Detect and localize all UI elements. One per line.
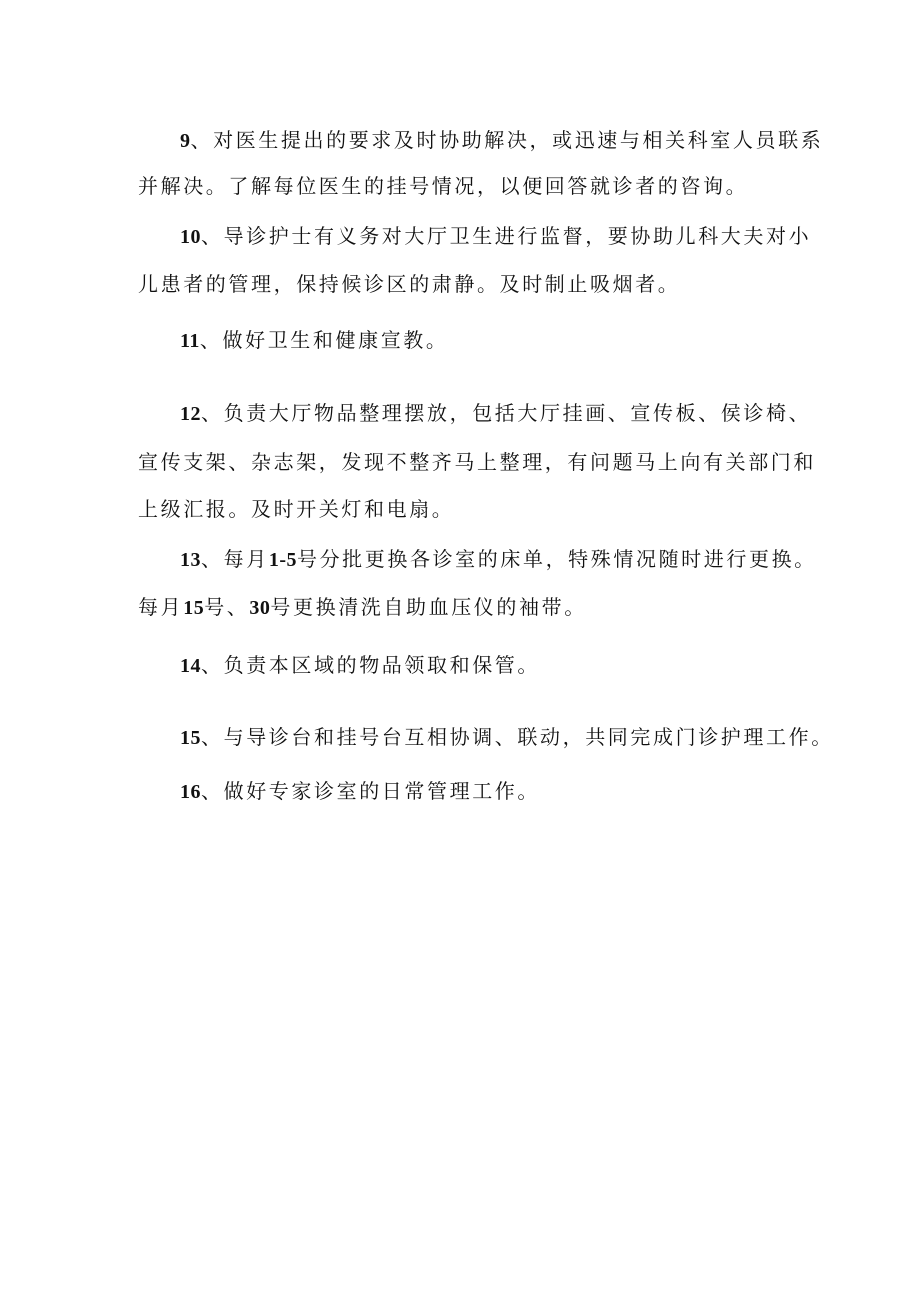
- item-text: 号、: [204, 595, 250, 619]
- item-12-line-1: [180, 399, 811, 428]
- item-text: 每月: [138, 595, 184, 619]
- item-text: 并解决。了解每位医生的挂号情况，以便回答就诊者的咨询。: [138, 174, 749, 198]
- item-text: 上级汇报。及时开关灯和电扇。: [138, 497, 455, 521]
- item-number: 9: [180, 130, 191, 152]
- item-15-line-1: [180, 723, 834, 752]
- day-number: 30: [249, 597, 271, 619]
- item-9-line-1: [180, 126, 823, 155]
- item-16-line-1: [180, 777, 540, 806]
- item-10-line-2: [138, 270, 680, 298]
- item-number: 11: [180, 330, 200, 352]
- item-number: 16: [180, 781, 201, 803]
- item-number: 15: [180, 727, 201, 749]
- item-number: 12: [180, 403, 201, 425]
- item-text: 、负责大厅物品整理摆放，包括大厅挂画、宣传板、侯诊椅、: [201, 401, 812, 425]
- item-number: 10: [180, 226, 201, 248]
- item-number: 13: [180, 549, 201, 571]
- item-text: 、负责本区域的物品领取和保管。: [201, 653, 540, 677]
- item-12-line-2: [138, 448, 816, 476]
- item-text: 、导诊护士有义务对大厅卫生进行监督，要协助儿科大夫对小: [201, 224, 812, 248]
- item-13-line-2: [138, 593, 587, 622]
- item-text: 号分批更换各诊室的床单，特殊情况随时进行更换。: [296, 547, 817, 571]
- item-11-line-1: [180, 326, 449, 355]
- item-text: 、做好专家诊室的日常管理工作。: [201, 779, 540, 803]
- item-9-line-2: [138, 172, 748, 200]
- item-text: 宣传支架、杂志架，发现不整齐马上整理，有问题马上向有关部门和: [138, 450, 816, 474]
- day-number: 15: [183, 597, 205, 619]
- item-text: 、每月: [201, 547, 269, 571]
- item-10-line-1: [180, 222, 811, 251]
- item-text: 、做好卫生和健康宣教。: [199, 328, 449, 352]
- item-13-line-1: [180, 545, 817, 574]
- item-text: 、与导诊台和挂号台互相协调、联动，共同完成门诊护理工作。: [201, 725, 834, 749]
- item-12-line-3: [138, 495, 454, 523]
- item-number: 14: [180, 655, 201, 677]
- item-14-line-1: [180, 651, 540, 680]
- item-text: 号更换清洗自助血压仪的袖带。: [270, 595, 587, 619]
- item-text: 儿患者的管理，保持候诊区的肃静。及时制止吸烟者。: [138, 272, 681, 296]
- date-range: 1-5: [268, 549, 297, 571]
- item-text: 、对医生提出的要求及时协助解决，或迅速与相关科室人员联系: [190, 128, 824, 152]
